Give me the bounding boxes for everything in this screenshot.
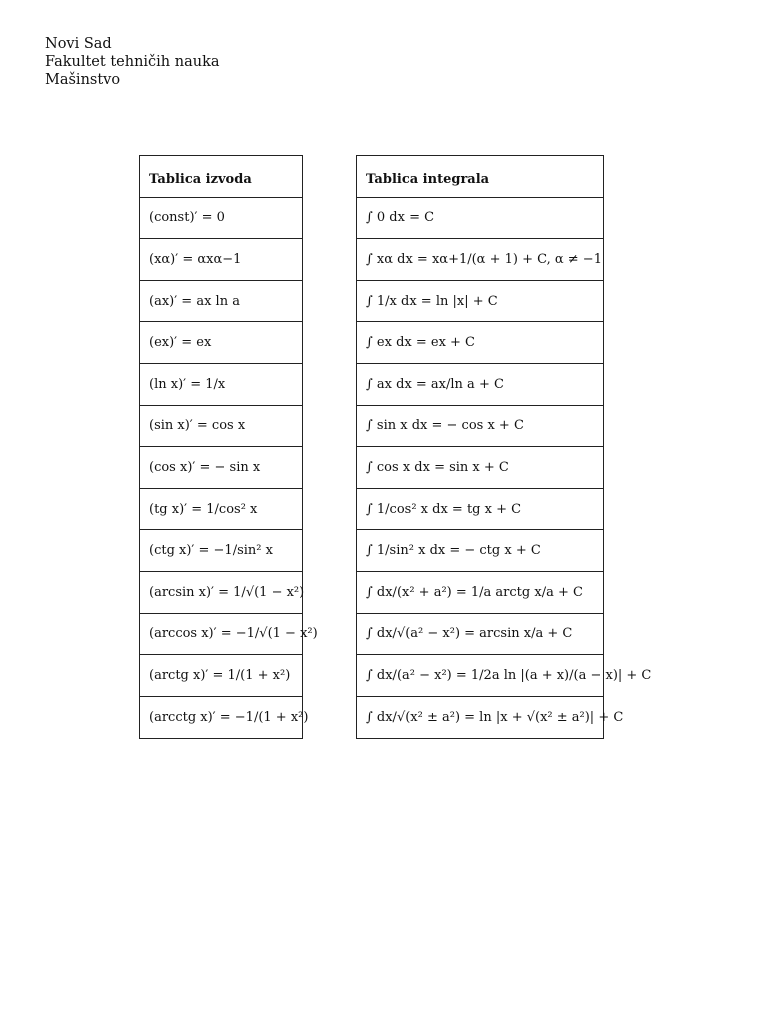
derivative-row: (ctg x)′ = −1/sin² x — [140, 530, 302, 572]
derivatives-title: Tablica izvoda — [140, 156, 302, 198]
derivative-row: (ex)′ = ex — [140, 322, 302, 364]
derivative-row: (xα)′ = αxα−1 — [140, 239, 302, 281]
integral-row: ∫ ex dx = ex + C — [357, 322, 603, 364]
integral-row: ∫ 1/sin² x dx = − ctg x + C — [357, 530, 603, 572]
derivative-row: (arctg x)′ = 1/(1 + x²) — [140, 655, 302, 697]
integrals-table — [356, 155, 652, 739]
derivative-row: (cos x)′ = − sin x — [140, 447, 302, 489]
derivative-row: (ax)′ = ax ln a — [140, 281, 302, 323]
derivative-row: (arcctg x)′ = −1/(1 + x²) — [149, 710, 309, 726]
integral-row: ∫ 1/cos² x dx = tg x + C — [357, 489, 603, 531]
integrals-title: Tablica integrala — [357, 156, 603, 198]
derivatives-table — [139, 155, 318, 739]
document-header — [45, 35, 220, 89]
derivative-row: (const)′ = 0 — [140, 198, 302, 240]
derivative-row: (sin x)′ = cos x — [140, 406, 302, 448]
header-department: Mašinstvo — [45, 72, 121, 88]
integral-row: ∫ ax dx = ax/ln a + C — [357, 364, 603, 406]
integral-row: ∫ 0 dx = C — [357, 198, 603, 240]
derivative-row: (ln x)′ = 1/x — [140, 364, 302, 406]
integral-row: ∫ dx/(a² − x²) = 1/2a ln |(a + x)/(a − x)| + C — [357, 655, 603, 697]
integral-row: ∫ sin x dx = − cos x + C — [357, 406, 603, 448]
integral-row: ∫ dx/√(x² ± a²) = ln |x + √(x² ± a²)| + C — [366, 710, 624, 726]
integral-row: ∫ dx/√(a² − x²) = arcsin x/a + C — [357, 614, 603, 656]
integral-row: ∫ 1/x dx = ln |x| + C — [357, 281, 603, 323]
derivative-row: (tg x)′ = 1/cos² x — [140, 489, 302, 531]
header-city: Novi Sad — [45, 36, 112, 52]
integral-row: ∫ cos x dx = sin x + C — [357, 447, 603, 489]
derivative-row: (arccos x)′ = −1/√(1 − x²) — [140, 614, 302, 656]
integral-row: ∫ xα dx = xα+1/(α + 1) + C, α ≠ −1 — [357, 239, 603, 281]
integral-row: ∫ dx/(x² + a²) = 1/a arctg x/a + C — [357, 572, 603, 614]
derivative-row: (arcsin x)′ = 1/√(1 − x²) — [140, 572, 302, 614]
header-faculty: Fakultet tehničih nauka — [45, 54, 220, 70]
